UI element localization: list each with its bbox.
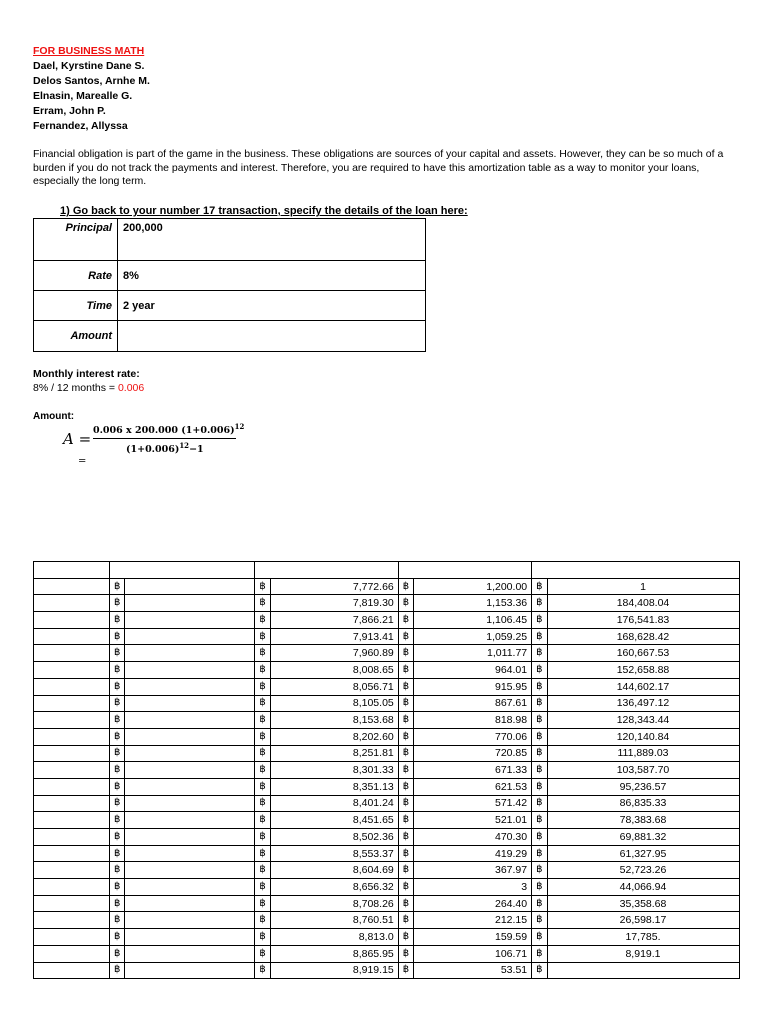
principal-paid-cell: 7,913.41 — [270, 628, 398, 645]
currency-symbol: ฿ — [110, 845, 125, 862]
interest-cell: 159.59 — [414, 929, 532, 946]
loan-row-rate — [34, 261, 426, 291]
table-row — [34, 945, 740, 962]
currency-symbol: ฿ — [398, 728, 413, 745]
currency-symbol: ฿ — [255, 945, 270, 962]
header-cell — [532, 562, 739, 579]
balance-cell: 103,587.70 — [547, 762, 739, 779]
interest-cell: 521.01 — [414, 812, 532, 829]
loan-row-principal — [34, 219, 426, 261]
currency-symbol: ฿ — [532, 929, 547, 946]
table-row — [34, 879, 740, 896]
currency-symbol: ฿ — [255, 812, 270, 829]
currency-symbol: ฿ — [398, 762, 413, 779]
table-row — [34, 762, 740, 779]
principal-paid-cell: 8,708.26 — [270, 895, 398, 912]
currency-symbol: ฿ — [532, 628, 547, 645]
blank-amount-cell — [125, 595, 255, 612]
currency-symbol: ฿ — [532, 762, 547, 779]
principal-paid-cell: 8,153.68 — [270, 712, 398, 729]
principal-paid-cell: 8,251.81 — [270, 745, 398, 762]
blank-amount-cell — [125, 628, 255, 645]
currency-symbol: ฿ — [398, 795, 413, 812]
currency-symbol: ฿ — [110, 645, 125, 662]
course-title: FOR BUSINESS MATH — [33, 45, 145, 57]
period-cell — [34, 879, 110, 896]
currency-symbol: ฿ — [255, 595, 270, 612]
currency-symbol: ฿ — [255, 712, 270, 729]
header-cell — [255, 562, 398, 579]
principal-paid-cell: 8,502.36 — [270, 829, 398, 846]
table-row — [34, 845, 740, 862]
loan-row-time — [34, 291, 426, 321]
table-row — [34, 962, 740, 979]
header-cell — [398, 562, 531, 579]
currency-symbol: ฿ — [532, 578, 547, 595]
principal-paid-cell: 7,866.21 — [270, 612, 398, 629]
currency-symbol: ฿ — [255, 745, 270, 762]
currency-symbol: ฿ — [110, 595, 125, 612]
table-row — [34, 829, 740, 846]
currency-symbol: ฿ — [255, 695, 270, 712]
loan-label: Principal — [34, 219, 118, 261]
blank-amount-cell — [125, 829, 255, 846]
interest-cell: 106.71 — [414, 945, 532, 962]
currency-symbol: ฿ — [532, 829, 547, 846]
currency-symbol: ฿ — [110, 712, 125, 729]
period-cell — [34, 628, 110, 645]
currency-symbol: ฿ — [255, 762, 270, 779]
balance-cell — [547, 962, 739, 979]
currency-symbol: ฿ — [532, 845, 547, 862]
currency-symbol: ฿ — [255, 879, 270, 896]
fraction-bar — [93, 438, 236, 439]
currency-symbol: ฿ — [532, 895, 547, 912]
period-cell — [34, 895, 110, 912]
loan-value — [118, 321, 426, 352]
interest-cell: 1,106.45 — [414, 612, 532, 629]
currency-symbol: ฿ — [110, 578, 125, 595]
period-cell — [34, 795, 110, 812]
principal-paid-cell: 8,813.0 — [270, 929, 398, 946]
table-row — [34, 578, 740, 595]
blank-amount-cell — [125, 762, 255, 779]
interest-cell: 53.51 — [414, 962, 532, 979]
amount-label: Amount: — [33, 411, 75, 422]
blank-amount-cell — [125, 728, 255, 745]
currency-symbol: ฿ — [110, 745, 125, 762]
blank-amount-cell — [125, 645, 255, 662]
member-name: Elnasin, Marealle G. — [33, 90, 133, 102]
blank-amount-cell — [125, 745, 255, 762]
amortization-table — [33, 561, 740, 979]
monthly-interest-formula: 8% / 12 months = — [33, 382, 118, 394]
currency-symbol: ฿ — [110, 812, 125, 829]
currency-symbol: ฿ — [110, 678, 125, 695]
period-cell — [34, 778, 110, 795]
currency-symbol: ฿ — [255, 612, 270, 629]
monthly-interest-label: Monthly interest rate: — [33, 368, 140, 380]
currency-symbol: ฿ — [255, 912, 270, 929]
currency-symbol: ฿ — [110, 895, 125, 912]
table-row — [34, 612, 740, 629]
period-cell — [34, 862, 110, 879]
monthly-interest-result: 0.006 — [117, 382, 145, 394]
currency-symbol: ฿ — [532, 812, 547, 829]
principal-paid-cell: 7,819.30 — [270, 595, 398, 612]
blank-amount-cell — [125, 845, 255, 862]
interest-cell: 964.01 — [414, 662, 532, 679]
currency-symbol: ฿ — [110, 695, 125, 712]
table-row — [34, 862, 740, 879]
currency-symbol: ฿ — [532, 595, 547, 612]
currency-symbol: ฿ — [532, 678, 547, 695]
amortization-header-row — [34, 562, 740, 579]
interest-cell: 867.61 — [414, 695, 532, 712]
currency-symbol: ฿ — [255, 628, 270, 645]
balance-cell: 95,236.57 — [547, 778, 739, 795]
member-name: Erram, John P. — [33, 105, 106, 117]
table-row — [34, 912, 740, 929]
blank-amount-cell — [125, 879, 255, 896]
currency-symbol: ฿ — [398, 678, 413, 695]
interest-cell: 470.30 — [414, 829, 532, 846]
period-cell — [34, 845, 110, 862]
table-row — [34, 745, 740, 762]
currency-symbol: ฿ — [532, 945, 547, 962]
interest-cell: 1,011.77 — [414, 645, 532, 662]
balance-cell: 184,408.04 — [547, 595, 739, 612]
currency-symbol: ฿ — [110, 929, 125, 946]
monthly-interest-block — [33, 367, 144, 395]
principal-paid-cell: 7,772.66 — [270, 578, 398, 595]
interest-cell: 1,153.36 — [414, 595, 532, 612]
currency-symbol: ฿ — [532, 778, 547, 795]
currency-symbol: ฿ — [532, 662, 547, 679]
currency-symbol: ฿ — [532, 728, 547, 745]
loan-value: 8% — [118, 261, 426, 291]
blank-amount-cell — [125, 795, 255, 812]
currency-symbol: ฿ — [398, 595, 413, 612]
loan-value: 2 year — [118, 291, 426, 321]
intro-paragraph: Financial obligation is part of the game in the business. These obligations are sources of your capital and assets. However, they can be so much of a burden if you do not track the payments and interest. Therefore, you are required to have this amortization table as a way to monitor your loans, especially the long term. — [33, 148, 724, 187]
balance-cell: 26,598.17 — [547, 912, 739, 929]
loan-label: Time — [34, 291, 118, 321]
currency-symbol: ฿ — [398, 745, 413, 762]
loan-label: Rate — [34, 261, 118, 291]
principal-paid-cell: 8,056.71 — [270, 678, 398, 695]
currency-symbol: ฿ — [398, 578, 413, 595]
currency-symbol: ฿ — [110, 612, 125, 629]
header-cell — [110, 562, 255, 579]
blank-amount-cell — [125, 712, 255, 729]
loan-row-amount — [34, 321, 426, 352]
period-cell — [34, 812, 110, 829]
formula-equals: = — [78, 456, 87, 467]
balance-cell: 35,358.68 — [547, 895, 739, 912]
balance-cell: 78,383.68 — [547, 812, 739, 829]
balance-cell: 160,667.53 — [547, 645, 739, 662]
currency-symbol: ฿ — [398, 628, 413, 645]
currency-symbol: ฿ — [532, 712, 547, 729]
principal-paid-cell: 8,865.95 — [270, 945, 398, 962]
currency-symbol: ฿ — [110, 962, 125, 979]
table-row — [34, 628, 740, 645]
currency-symbol: ฿ — [255, 962, 270, 979]
interest-cell: 1,200.00 — [414, 578, 532, 595]
table-row — [34, 595, 740, 612]
loan-label: Amount — [34, 321, 118, 352]
balance-cell: 152,658.88 — [547, 662, 739, 679]
blank-amount-cell — [125, 862, 255, 879]
currency-symbol: ฿ — [110, 879, 125, 896]
currency-symbol: ฿ — [532, 862, 547, 879]
principal-paid-cell: 8,656.32 — [270, 879, 398, 896]
currency-symbol: ฿ — [255, 845, 270, 862]
header-cell — [34, 562, 110, 579]
principal-paid-cell: 8,301.33 — [270, 762, 398, 779]
currency-symbol: ฿ — [110, 945, 125, 962]
blank-amount-cell — [125, 812, 255, 829]
period-cell — [34, 929, 110, 946]
period-cell — [34, 662, 110, 679]
principal-paid-cell: 8,351.13 — [270, 778, 398, 795]
table-row — [34, 645, 740, 662]
balance-cell: 111,889.03 — [547, 745, 739, 762]
period-cell — [34, 695, 110, 712]
table-row — [34, 895, 740, 912]
blank-amount-cell — [125, 945, 255, 962]
period-cell — [34, 645, 110, 662]
period-cell — [34, 595, 110, 612]
principal-paid-cell: 8,604.69 — [270, 862, 398, 879]
blank-amount-cell — [125, 695, 255, 712]
balance-cell: 61,327.95 — [547, 845, 739, 862]
currency-symbol: ฿ — [255, 829, 270, 846]
currency-symbol: ฿ — [532, 645, 547, 662]
interest-cell: 1,059.25 — [414, 628, 532, 645]
balance-cell: 136,497.12 — [547, 695, 739, 712]
currency-symbol: ฿ — [255, 778, 270, 795]
table-row — [34, 778, 740, 795]
member-name: Delos Santos, Arnhe M. — [33, 75, 150, 87]
principal-paid-cell: 8,202.60 — [270, 728, 398, 745]
currency-symbol: ฿ — [532, 745, 547, 762]
currency-symbol: ฿ — [532, 695, 547, 712]
principal-paid-cell: 8,401.24 — [270, 795, 398, 812]
principal-paid-cell: 8,105.05 — [270, 695, 398, 712]
interest-cell: 720.85 — [414, 745, 532, 762]
balance-cell: 128,343.44 — [547, 712, 739, 729]
balance-cell: 176,541.83 — [547, 612, 739, 629]
currency-symbol: ฿ — [398, 945, 413, 962]
currency-symbol: ฿ — [255, 578, 270, 595]
period-cell — [34, 678, 110, 695]
currency-symbol: ฿ — [398, 845, 413, 862]
currency-symbol: ฿ — [110, 912, 125, 929]
interest-cell: 3 — [414, 879, 532, 896]
period-cell — [34, 962, 110, 979]
table-row — [34, 795, 740, 812]
currency-symbol: ฿ — [255, 795, 270, 812]
balance-cell: 144,602.17 — [547, 678, 739, 695]
interest-cell: 770.06 — [414, 728, 532, 745]
currency-symbol: ฿ — [110, 662, 125, 679]
currency-symbol: ฿ — [532, 962, 547, 979]
principal-paid-cell: 8,760.51 — [270, 912, 398, 929]
interest-cell: 571.42 — [414, 795, 532, 812]
currency-symbol: ฿ — [255, 645, 270, 662]
blank-amount-cell — [125, 678, 255, 695]
balance-cell: 69,881.32 — [547, 829, 739, 846]
interest-cell: 671.33 — [414, 762, 532, 779]
balance-cell: 8,919.1 — [547, 945, 739, 962]
currency-symbol: ฿ — [110, 628, 125, 645]
blank-amount-cell — [125, 778, 255, 795]
currency-symbol: ฿ — [110, 762, 125, 779]
blank-amount-cell — [125, 612, 255, 629]
table-row — [34, 929, 740, 946]
table-row — [34, 695, 740, 712]
interest-cell: 818.98 — [414, 712, 532, 729]
interest-cell: 264.40 — [414, 895, 532, 912]
interest-cell: 367.97 — [414, 862, 532, 879]
blank-amount-cell — [125, 578, 255, 595]
period-cell — [34, 762, 110, 779]
principal-paid-cell: 8,919.15 — [270, 962, 398, 979]
interest-cell: 212.15 — [414, 912, 532, 929]
currency-symbol: ฿ — [398, 862, 413, 879]
currency-symbol: ฿ — [398, 879, 413, 896]
currency-symbol: ฿ — [398, 778, 413, 795]
currency-symbol: ฿ — [255, 662, 270, 679]
table-row — [34, 812, 740, 829]
table-row — [34, 728, 740, 745]
currency-symbol: ฿ — [398, 712, 413, 729]
interest-cell: 915.95 — [414, 678, 532, 695]
currency-symbol: ฿ — [398, 645, 413, 662]
blank-amount-cell — [125, 895, 255, 912]
principal-paid-cell: 8,451.65 — [270, 812, 398, 829]
currency-symbol: ฿ — [532, 795, 547, 812]
currency-symbol: ฿ — [398, 612, 413, 629]
principal-paid-cell: 8,553.37 — [270, 845, 398, 862]
balance-cell: 17,785. — [547, 929, 739, 946]
currency-symbol: ฿ — [398, 962, 413, 979]
table-row — [34, 678, 740, 695]
currency-symbol: ฿ — [110, 862, 125, 879]
currency-symbol: ฿ — [110, 778, 125, 795]
balance-cell: 168,628.42 — [547, 628, 739, 645]
period-cell — [34, 829, 110, 846]
balance-cell: 44,066.94 — [547, 879, 739, 896]
currency-symbol: ฿ — [532, 912, 547, 929]
period-cell — [34, 945, 110, 962]
formula-denominator: $(1+0.006)^{12}-1$ — [126, 441, 204, 456]
blank-amount-cell — [125, 929, 255, 946]
currency-symbol: ฿ — [255, 929, 270, 946]
balance-cell: 1 — [547, 578, 739, 595]
interest-cell: 621.53 — [414, 778, 532, 795]
period-cell — [34, 578, 110, 595]
blank-amount-cell — [125, 662, 255, 679]
currency-symbol: ฿ — [110, 795, 125, 812]
balance-cell: 52,723.26 — [547, 862, 739, 879]
period-cell — [34, 728, 110, 745]
header-block — [33, 44, 150, 134]
currency-symbol: ฿ — [255, 678, 270, 695]
currency-symbol: ฿ — [110, 829, 125, 846]
currency-symbol: ฿ — [398, 829, 413, 846]
currency-symbol: ฿ — [398, 929, 413, 946]
member-name: Dael, Kyrstine Dane S. — [33, 60, 145, 72]
period-cell — [34, 912, 110, 929]
currency-symbol: ฿ — [255, 895, 270, 912]
currency-symbol: ฿ — [255, 862, 270, 879]
currency-symbol: ฿ — [398, 662, 413, 679]
currency-symbol: ฿ — [398, 895, 413, 912]
principal-paid-cell: 8,008.65 — [270, 662, 398, 679]
question-1: 1) Go back to your number 17 transaction, specify the details of the loan here: — [60, 205, 468, 217]
interest-cell: 419.29 — [414, 845, 532, 862]
principal-paid-cell: 7,960.89 — [270, 645, 398, 662]
blank-amount-cell — [125, 912, 255, 929]
table-row — [34, 712, 740, 729]
balance-cell: 120,140.84 — [547, 728, 739, 745]
currency-symbol: ฿ — [255, 728, 270, 745]
formula-lhs: A = — [63, 430, 92, 448]
currency-symbol: ฿ — [398, 695, 413, 712]
currency-symbol: ฿ — [398, 812, 413, 829]
formula-numerator: 0.006 x 200.000 $(1+0.006)^{12}$ — [93, 422, 245, 437]
table-row — [34, 662, 740, 679]
period-cell — [34, 745, 110, 762]
period-cell — [34, 712, 110, 729]
currency-symbol: ฿ — [398, 912, 413, 929]
member-name: Fernandez, Allyssa — [33, 120, 128, 132]
currency-symbol: ฿ — [532, 612, 547, 629]
loan-value: 200,000 — [118, 219, 426, 261]
blank-amount-cell — [125, 962, 255, 979]
period-cell — [34, 612, 110, 629]
balance-cell: 86,835.33 — [547, 795, 739, 812]
loan-details-table — [33, 218, 426, 352]
currency-symbol: ฿ — [110, 728, 125, 745]
currency-symbol: ฿ — [532, 879, 547, 896]
